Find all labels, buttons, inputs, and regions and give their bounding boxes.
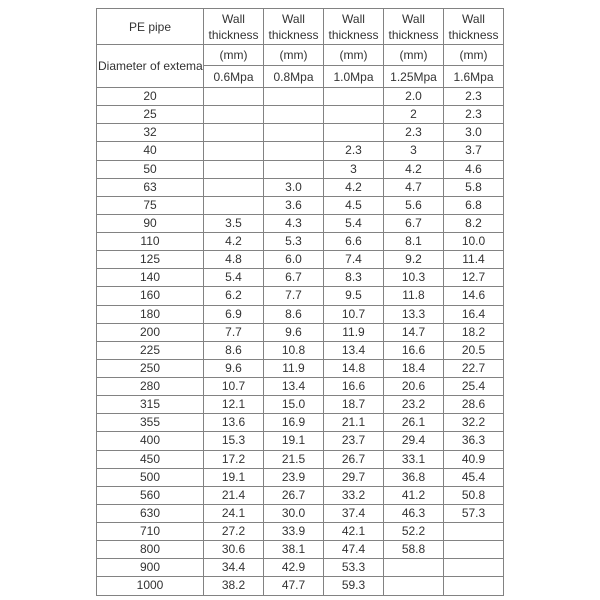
table-row (97, 432, 504, 450)
thickness-cell: 4.2 (204, 233, 264, 251)
thickness-cell: 2.0 (384, 88, 444, 106)
thickness-cell: 46.3 (384, 504, 444, 522)
diameter-header: Diameter of extema (97, 45, 204, 88)
diameter-cell: 200 (97, 323, 204, 341)
thickness-cell: 16.4 (444, 305, 504, 323)
thickness-cell: 4.2 (324, 178, 384, 196)
unit-header-5: (mm) (444, 45, 504, 66)
table-row (97, 504, 504, 522)
table-row (97, 577, 504, 595)
thickness-cell (264, 160, 324, 178)
header-row-2 (97, 45, 504, 66)
thickness-cell: 20.5 (444, 341, 504, 359)
table-row (97, 88, 504, 106)
thickness-cell: 14.6 (444, 287, 504, 305)
table-row (97, 124, 504, 142)
wall-thickness-header-2: Wall thickness (264, 9, 324, 45)
pe-pipe-wall-thickness-table (96, 8, 504, 596)
thickness-cell: 11.4 (444, 251, 504, 269)
diameter-cell: 630 (97, 504, 204, 522)
thickness-cell: 15.0 (264, 396, 324, 414)
table-row (97, 450, 504, 468)
thickness-cell: 23.9 (264, 468, 324, 486)
thickness-cell: 4.5 (324, 196, 384, 214)
table-row (97, 287, 504, 305)
diameter-cell: 315 (97, 396, 204, 414)
thickness-cell (444, 523, 504, 541)
thickness-cell: 30.0 (264, 504, 324, 522)
thickness-cell: 24.1 (204, 504, 264, 522)
wall-thickness-header-4: Wall thickness (384, 9, 444, 45)
table-row (97, 106, 504, 124)
thickness-cell: 2 (384, 106, 444, 124)
header-row-1 (97, 9, 504, 45)
thickness-cell: 28.6 (444, 396, 504, 414)
thickness-cell: 23.2 (384, 396, 444, 414)
thickness-cell: 42.9 (264, 559, 324, 577)
diameter-cell: 25 (97, 106, 204, 124)
pressure-header-1: 0.6Mpa (204, 66, 264, 88)
table-row (97, 396, 504, 414)
pressure-header-3: 1.0Mpa (324, 66, 384, 88)
table-row (97, 178, 504, 196)
table-row (97, 305, 504, 323)
thickness-cell: 47.7 (264, 577, 324, 595)
thickness-cell: 3.5 (204, 214, 264, 232)
table-row (97, 541, 504, 559)
thickness-cell: 19.1 (204, 468, 264, 486)
table-row (97, 559, 504, 577)
table-row (97, 341, 504, 359)
thickness-cell: 9.6 (264, 323, 324, 341)
diameter-cell: 560 (97, 486, 204, 504)
thickness-cell: 11.9 (324, 323, 384, 341)
thickness-cell: 3.0 (444, 124, 504, 142)
thickness-cell: 3 (384, 142, 444, 160)
thickness-cell: 57.3 (444, 504, 504, 522)
thickness-cell: 21.5 (264, 450, 324, 468)
thickness-cell: 42.1 (324, 523, 384, 541)
thickness-cell: 2.3 (324, 142, 384, 160)
diameter-cell: 160 (97, 287, 204, 305)
thickness-cell: 6.0 (264, 251, 324, 269)
table-row (97, 160, 504, 178)
thickness-cell: 2.3 (384, 124, 444, 142)
diameter-cell: 450 (97, 450, 204, 468)
thickness-cell: 32.2 (444, 414, 504, 432)
thickness-cell: 2.3 (444, 88, 504, 106)
diameter-cell: 140 (97, 269, 204, 287)
thickness-cell: 34.4 (204, 559, 264, 577)
thickness-cell: 59.3 (324, 577, 384, 595)
table-row (97, 233, 504, 251)
diameter-cell: 40 (97, 142, 204, 160)
thickness-cell: 10.0 (444, 233, 504, 251)
diameter-cell: 63 (97, 178, 204, 196)
thickness-cell: 6.9 (204, 305, 264, 323)
thickness-cell: 13.4 (264, 378, 324, 396)
thickness-cell: 21.1 (324, 414, 384, 432)
table-row (97, 414, 504, 432)
thickness-cell: 14.7 (384, 323, 444, 341)
thickness-cell (444, 541, 504, 559)
thickness-cell: 18.4 (384, 359, 444, 377)
unit-header-2: (mm) (264, 45, 324, 66)
thickness-cell: 20.6 (384, 378, 444, 396)
thickness-cell: 4.2 (384, 160, 444, 178)
diameter-cell: 125 (97, 251, 204, 269)
thickness-cell: 5.4 (324, 214, 384, 232)
thickness-cell: 3.0 (264, 178, 324, 196)
thickness-cell (204, 142, 264, 160)
thickness-cell: 40.9 (444, 450, 504, 468)
thickness-cell: 25.4 (444, 378, 504, 396)
thickness-cell: 10.8 (264, 341, 324, 359)
table-row (97, 196, 504, 214)
diameter-cell: 180 (97, 305, 204, 323)
table-row (97, 486, 504, 504)
thickness-cell: 36.3 (444, 432, 504, 450)
diameter-cell: 75 (97, 196, 204, 214)
thickness-cell: 26.1 (384, 414, 444, 432)
thickness-cell: 29.4 (384, 432, 444, 450)
pe-pipe-table-container (96, 8, 504, 596)
pressure-header-4: 1.25Mpa (384, 66, 444, 88)
thickness-cell: 33.9 (264, 523, 324, 541)
thickness-cell: 5.4 (204, 269, 264, 287)
thickness-cell: 5.8 (444, 178, 504, 196)
thickness-cell: 30.6 (204, 541, 264, 559)
thickness-cell: 37.4 (324, 504, 384, 522)
thickness-cell: 6.8 (444, 196, 504, 214)
thickness-cell: 10.7 (324, 305, 384, 323)
thickness-cell: 12.7 (444, 269, 504, 287)
thickness-cell: 17.2 (204, 450, 264, 468)
table-row (97, 214, 504, 232)
unit-header-4: (mm) (384, 45, 444, 66)
thickness-cell: 4.3 (264, 214, 324, 232)
diameter-cell: 280 (97, 378, 204, 396)
thickness-cell: 3.6 (264, 196, 324, 214)
thickness-cell (324, 106, 384, 124)
thickness-cell (324, 124, 384, 142)
diameter-cell: 400 (97, 432, 204, 450)
diameter-cell: 800 (97, 541, 204, 559)
thickness-cell: 10.3 (384, 269, 444, 287)
thickness-cell: 6.2 (204, 287, 264, 305)
thickness-cell: 4.6 (444, 160, 504, 178)
diameter-cell: 710 (97, 523, 204, 541)
diameter-cell: 50 (97, 160, 204, 178)
table-header (97, 9, 504, 88)
thickness-cell: 26.7 (324, 450, 384, 468)
thickness-cell: 7.7 (204, 323, 264, 341)
wall-thickness-header-1: Wall thickness (204, 9, 264, 45)
thickness-cell: 53.3 (324, 559, 384, 577)
thickness-cell: 41.2 (384, 486, 444, 504)
thickness-cell: 33.1 (384, 450, 444, 468)
unit-header-1: (mm) (204, 45, 264, 66)
thickness-cell: 50.8 (444, 486, 504, 504)
diameter-cell: 250 (97, 359, 204, 377)
table-row (97, 323, 504, 341)
thickness-cell: 9.6 (204, 359, 264, 377)
thickness-cell: 29.7 (324, 468, 384, 486)
table-row (97, 359, 504, 377)
thickness-cell: 5.3 (264, 233, 324, 251)
table-body (97, 88, 504, 596)
diameter-cell: 110 (97, 233, 204, 251)
thickness-cell: 9.5 (324, 287, 384, 305)
thickness-cell: 8.1 (384, 233, 444, 251)
pressure-header-2: 0.8Mpa (264, 66, 324, 88)
thickness-cell: 11.8 (384, 287, 444, 305)
thickness-cell (264, 142, 324, 160)
thickness-cell: 38.1 (264, 541, 324, 559)
diameter-cell: 20 (97, 88, 204, 106)
thickness-cell: 36.8 (384, 468, 444, 486)
thickness-cell: 9.2 (384, 251, 444, 269)
thickness-cell: 4.8 (204, 251, 264, 269)
thickness-cell (204, 106, 264, 124)
thickness-cell: 6.6 (324, 233, 384, 251)
thickness-cell (204, 196, 264, 214)
wall-thickness-header-5: Wall thickness (444, 9, 504, 45)
thickness-cell: 33.2 (324, 486, 384, 504)
thickness-cell: 8.2 (444, 214, 504, 232)
thickness-cell: 8.3 (324, 269, 384, 287)
thickness-cell: 3 (324, 160, 384, 178)
thickness-cell: 26.7 (264, 486, 324, 504)
thickness-cell: 45.4 (444, 468, 504, 486)
thickness-cell: 14.8 (324, 359, 384, 377)
thickness-cell: 15.3 (204, 432, 264, 450)
thickness-cell: 7.7 (264, 287, 324, 305)
table-row (97, 142, 504, 160)
thickness-cell: 58.8 (384, 541, 444, 559)
table-row (97, 251, 504, 269)
pe-pipe-header: PE pipe (97, 9, 204, 45)
thickness-cell (204, 178, 264, 196)
thickness-cell: 18.7 (324, 396, 384, 414)
thickness-cell: 7.4 (324, 251, 384, 269)
thickness-cell (264, 124, 324, 142)
diameter-cell: 32 (97, 124, 204, 142)
thickness-cell: 8.6 (204, 341, 264, 359)
diameter-cell: 355 (97, 414, 204, 432)
thickness-cell (324, 88, 384, 106)
thickness-cell (444, 577, 504, 595)
thickness-cell (384, 577, 444, 595)
thickness-cell (204, 124, 264, 142)
table-row (97, 468, 504, 486)
thickness-cell: 6.7 (264, 269, 324, 287)
thickness-cell: 3.7 (444, 142, 504, 160)
thickness-cell: 13.4 (324, 341, 384, 359)
thickness-cell: 2.3 (444, 106, 504, 124)
thickness-cell: 52.2 (384, 523, 444, 541)
thickness-cell: 23.7 (324, 432, 384, 450)
thickness-cell: 12.1 (204, 396, 264, 414)
thickness-cell: 5.6 (384, 196, 444, 214)
thickness-cell: 8.6 (264, 305, 324, 323)
table-row (97, 523, 504, 541)
thickness-cell: 6.7 (384, 214, 444, 232)
unit-header-3: (mm) (324, 45, 384, 66)
thickness-cell: 21.4 (204, 486, 264, 504)
thickness-cell: 13.3 (384, 305, 444, 323)
diameter-cell: 500 (97, 468, 204, 486)
thickness-cell (444, 559, 504, 577)
table-row (97, 378, 504, 396)
pressure-header-5: 1.6Mpa (444, 66, 504, 88)
wall-thickness-header-3: Wall thickness (324, 9, 384, 45)
thickness-cell (204, 88, 264, 106)
thickness-cell: 16.6 (384, 341, 444, 359)
thickness-cell: 13.6 (204, 414, 264, 432)
thickness-cell: 38.2 (204, 577, 264, 595)
thickness-cell: 22.7 (444, 359, 504, 377)
diameter-cell: 225 (97, 341, 204, 359)
diameter-cell: 1000 (97, 577, 204, 595)
thickness-cell: 19.1 (264, 432, 324, 450)
thickness-cell: 16.9 (264, 414, 324, 432)
thickness-cell (264, 88, 324, 106)
diameter-cell: 900 (97, 559, 204, 577)
thickness-cell: 16.6 (324, 378, 384, 396)
thickness-cell: 4.7 (384, 178, 444, 196)
thickness-cell (204, 160, 264, 178)
thickness-cell (384, 559, 444, 577)
thickness-cell (264, 106, 324, 124)
thickness-cell: 11.9 (264, 359, 324, 377)
thickness-cell: 10.7 (204, 378, 264, 396)
table-row (97, 269, 504, 287)
thickness-cell: 27.2 (204, 523, 264, 541)
thickness-cell: 47.4 (324, 541, 384, 559)
diameter-cell: 90 (97, 214, 204, 232)
thickness-cell: 18.2 (444, 323, 504, 341)
